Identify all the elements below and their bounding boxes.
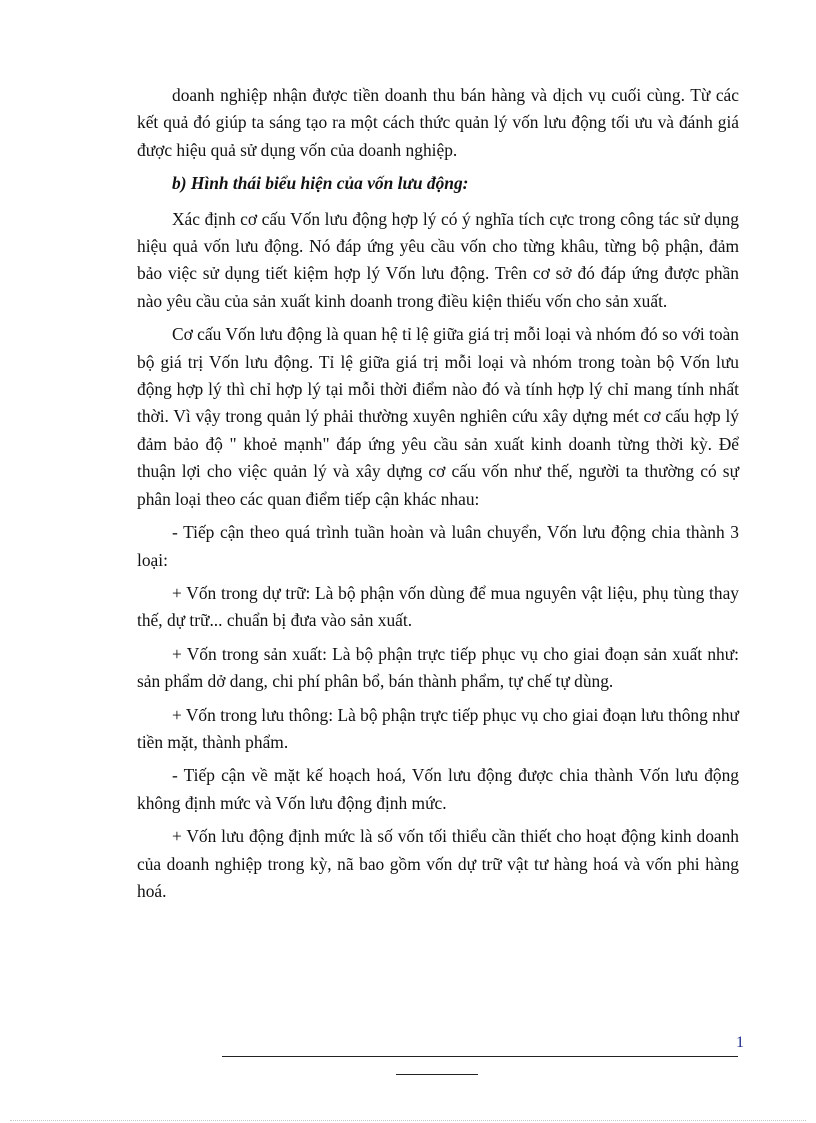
paragraph: - Tiếp cận theo quá trình tuần hoàn và luân chuyển, Vốn lưu động chia thành 3 loại: [137, 522, 739, 570]
paragraph: + Vốn trong lưu thông: Là bộ phận trực tiếp phục vụ cho giai đoạn lưu thông như tiền mặt, thành phẩm. [137, 704, 739, 752]
page-number: 1 [736, 1034, 744, 1051]
footer-divider-short [396, 1074, 478, 1075]
paragraph: Xác định cơ cấu Vốn lưu động hợp lý có ý nghĩa tích cực trong công tác sử dụng hiệu quả vốn lưu động. Nó đáp ứng yêu cầu vốn cho từng khâu, từng bộ phận, đảm bảo việc sử dụng tiết kiệm hợp lý Vốn lưu động. Trên cơ sở đó đáp ứng được phần nào yêu cầu của sản xuất kinh doanh trong điều kiện thiếu vốn cho sản xuất. [137, 208, 739, 311]
paragraph: - Tiếp cận về mặt kế hoạch hoá, Vốn lưu động được chia thành Vốn lưu động không định mức và Vốn lưu động định mức. [137, 765, 739, 813]
paragraph: + Vốn trong dự trữ: Là bộ phận vốn dùng để mua nguyên vật liệu, phụ tùng thay thế, dự trữ... chuẩn bị đưa vào sản xuất. [137, 582, 739, 631]
paragraph: Cơ cấu Vốn lưu động là quan hệ tỉ lệ giữa giá trị mỗi loại và nhóm đó so với toàn bộ giá trị Vốn lưu động. Tỉ lệ giữa giá trị mỗi loại và nhóm trong toàn bộ Vốn lưu động hợp lý thì chỉ hợp lý tại mỗi thời điểm nào đó và tính hợp lý chỉ mang tính nhất thời. Vì vậy trong quản lý phải thường xuyên nghiên cứu xây dựng mét cơ cấu hợp lý đảm bảo độ " khoẻ mạnh" đáp ứng yêu cầu sản xuất kinh doanh từng thời kỳ. Để thuận lợi cho việc quản lý và xây dựng cơ cấu vốn như thế, người ta thường có sự phân loại theo các quan điểm tiếp cận khác nhau: [137, 324, 739, 509]
paragraph-continuation: doanh nghiệp nhận được tiền doanh thu bán hàng và dịch vụ cuối cùng. Từ các kết quả đó giúp ta sáng tạo ra một cách thức quản lý vốn lưu động tối ưu và đánh giá được hiệu quả sử dụng vốn của doanh nghiệp. [137, 85, 739, 160]
paragraph: + Vốn lưu động định mức là số vốn tối thiểu cần thiết cho hoạt động kinh doanh của doanh nghiệp trong kỳ, nã bao gồm vốn dự trữ vật tư hàng hoá và vốn phi hàng hoá. [137, 826, 739, 901]
document-body [137, 82, 739, 911]
page-edge-divider [10, 1120, 806, 1121]
section-heading: b) Hình thái biểu hiện của vốn lưu động: [172, 173, 469, 194]
footer-divider [222, 1056, 738, 1057]
paragraph: + Vốn trong sản xuất: Là bộ phận trực tiếp phục vụ cho giai đoạn sản xuất như: sản phẩm dở dang, chi phí phân bổ, bán thành phẩm, tự chế tự dùng. [137, 643, 739, 692]
